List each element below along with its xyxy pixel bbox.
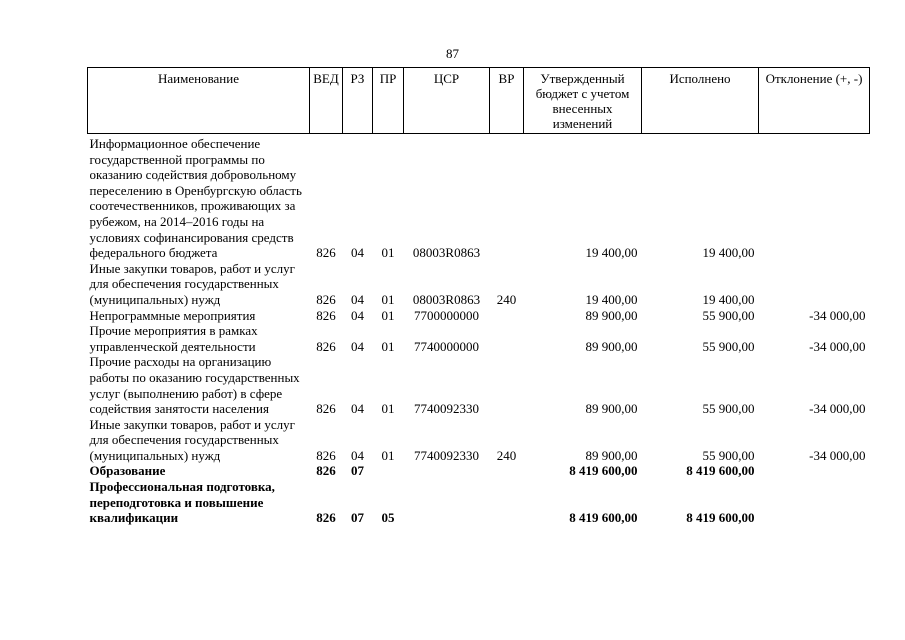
row-pr: 01 (381, 291, 395, 307)
row-rz: 04 (351, 245, 364, 261)
row-approved: 8 419 600,00 (569, 510, 638, 526)
row-approved: 89 900,00 (585, 447, 638, 463)
row-rz: 04 (351, 338, 364, 354)
row-executed: 19 400,00 (702, 245, 755, 261)
row-vr (490, 308, 524, 324)
row-vr (490, 463, 524, 479)
row-pr: 01 (381, 245, 395, 261)
row-deviation: -34 000,00 (809, 307, 866, 323)
header-approved: Утвержденный бюджет с учетом внесенных изменений (524, 68, 642, 134)
table-row (88, 308, 870, 324)
row-executed: 8 419 600,00 (686, 510, 755, 526)
row-rz: 07 (351, 510, 364, 526)
row-pr: 01 (381, 401, 395, 417)
row-ved: 826 (316, 245, 336, 261)
header-ved: ВЕД (310, 68, 343, 134)
row-approved: 89 900,00 (585, 338, 638, 354)
row-executed: 55 900,00 (702, 338, 755, 354)
row-csr: 7740000000 (414, 338, 479, 354)
row-vr (490, 479, 524, 526)
row-approved: 8 419 600,00 (569, 463, 638, 479)
row-executed: 55 900,00 (702, 401, 755, 417)
header-csr: ЦСР (404, 68, 490, 134)
row-csr: 08003R0863 (412, 291, 481, 307)
row-vr: 240 (496, 291, 517, 307)
row-name: Образование (89, 463, 166, 479)
page-number: 87 (446, 46, 459, 61)
row-csr: 7700000000 (414, 307, 479, 323)
row-vr (490, 323, 524, 354)
row-ved: 826 (316, 291, 336, 307)
row-rz: 04 (351, 291, 364, 307)
row-executed: 55 900,00 (702, 447, 755, 463)
header-vr: ВР (490, 68, 524, 134)
table-row (88, 136, 870, 261)
header-executed: Исполнено (642, 68, 759, 134)
budget-table-wrap (87, 67, 869, 526)
header-name: Наименование (88, 68, 310, 134)
row-rz: 04 (351, 447, 364, 463)
row-csr: 08003R0863 (412, 245, 481, 261)
row-ved: 826 (316, 307, 336, 323)
row-csr: 7740092330 (414, 401, 479, 417)
row-deviation: -34 000,00 (809, 447, 866, 463)
row-pr: 01 (381, 307, 395, 323)
row-executed: 55 900,00 (702, 307, 755, 323)
row-name: Непрограммные мероприятия (89, 307, 256, 323)
table-row (88, 417, 870, 464)
row-ved: 826 (316, 447, 336, 463)
row-csr (404, 479, 490, 526)
row-pr: 01 (381, 338, 395, 354)
row-ved: 826 (316, 510, 336, 526)
row-ved: 826 (316, 463, 336, 479)
table-row (88, 261, 870, 308)
budget-table (87, 67, 870, 526)
table-row (88, 323, 870, 354)
row-pr (373, 463, 404, 479)
row-approved: 89 900,00 (585, 307, 638, 323)
row-rz: 04 (351, 307, 364, 323)
row-name: Иные закупки товаров, работ и услуг для обеспечения государственных (муниципальных) нужд (89, 416, 295, 463)
row-deviation (759, 479, 870, 526)
row-pr: 01 (381, 447, 395, 463)
row-deviation (759, 261, 870, 308)
row-vr (490, 136, 524, 261)
row-name: Информационное обеспечение государственной программы по оказанию содействия добровольному переселению в Оренбургскую область соотечественников, проживающих за рубежом, на 2014–2016 годы на условиях софинансирования средств федерального бюджета (89, 136, 302, 261)
row-pr: 05 (381, 510, 395, 526)
row-deviation (759, 463, 870, 479)
row-name: Прочие расходы на организацию работы по оказанию государственных услуг (выполнению работ) в сфере содействия занятости населения (89, 354, 300, 417)
row-ved: 826 (316, 401, 336, 417)
table-row (88, 463, 870, 479)
row-executed: 8 419 600,00 (686, 463, 755, 479)
row-deviation: -34 000,00 (809, 338, 866, 354)
row-vr: 240 (496, 447, 517, 463)
row-name: Прочие мероприятия в рамках управленческой деятельности (89, 323, 258, 354)
table-row (88, 479, 870, 526)
header-deviation: Отклонение (+, -) (759, 68, 870, 134)
row-ved: 826 (316, 338, 336, 354)
table-row (88, 354, 870, 416)
row-executed: 19 400,00 (702, 291, 755, 307)
row-csr (404, 463, 490, 479)
row-name: Профессиональная подготовка, переподготовка и повышение квалификации (89, 479, 275, 526)
row-csr: 7740092330 (414, 447, 479, 463)
row-approved: 19 400,00 (585, 291, 638, 307)
row-deviation (759, 136, 870, 261)
row-approved: 89 900,00 (585, 401, 638, 417)
row-name: Иные закупки товаров, работ и услуг для обеспечения государственных (муниципальных) нужд (89, 260, 295, 307)
header-rz: РЗ (343, 68, 373, 134)
header-pr: ПР (373, 68, 404, 134)
row-vr (490, 354, 524, 416)
row-rz: 04 (351, 401, 364, 417)
table-header-row (88, 68, 870, 134)
row-deviation: -34 000,00 (809, 401, 866, 417)
row-approved: 19 400,00 (585, 245, 638, 261)
row-rz: 07 (351, 463, 364, 479)
